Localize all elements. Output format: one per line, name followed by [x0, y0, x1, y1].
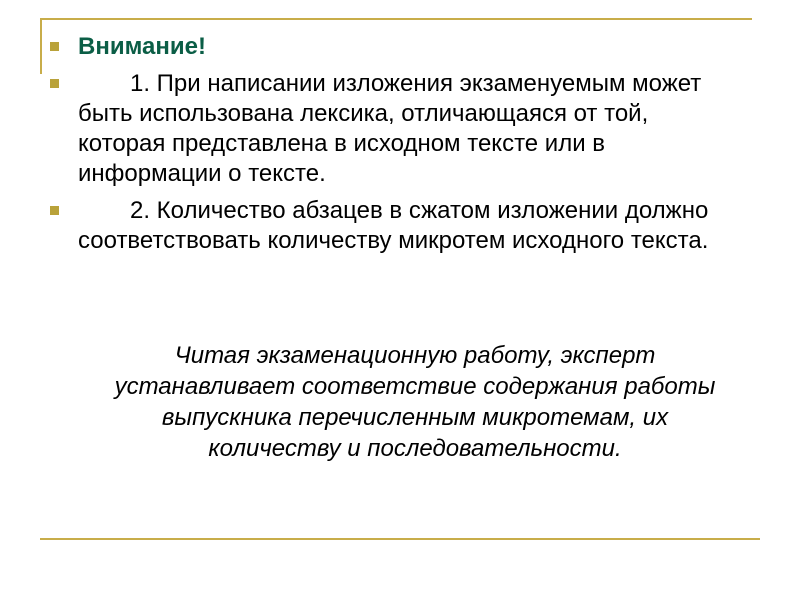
point-text: 1. При написании изложения экзаменуемым может быть использована лексика, отличающаяся от той, которая представлена в исходном тексте или в информации о тексте. [78, 70, 702, 187]
slide-heading: Внимание! [78, 33, 206, 60]
square-bullet-icon [50, 206, 59, 215]
list-item [48, 32, 738, 62]
point-text: 2. Количество абзацев в сжатом изложении должно соответствовать количеству микротем исходного текста. [78, 197, 709, 254]
list-item [48, 196, 738, 256]
italic-note: Читая экзаменационную работу, эксперт устанавливает соответствие содержания работы выпускника перечисленным микротемам, их количеству и последовательности. [114, 342, 716, 462]
bullet-list [48, 32, 738, 256]
square-bullet-icon [50, 79, 59, 88]
left-accent-rule [40, 18, 42, 74]
top-rule [40, 18, 752, 20]
bottom-rule [40, 538, 760, 540]
list-item [48, 69, 738, 189]
square-bullet-icon [50, 42, 59, 51]
